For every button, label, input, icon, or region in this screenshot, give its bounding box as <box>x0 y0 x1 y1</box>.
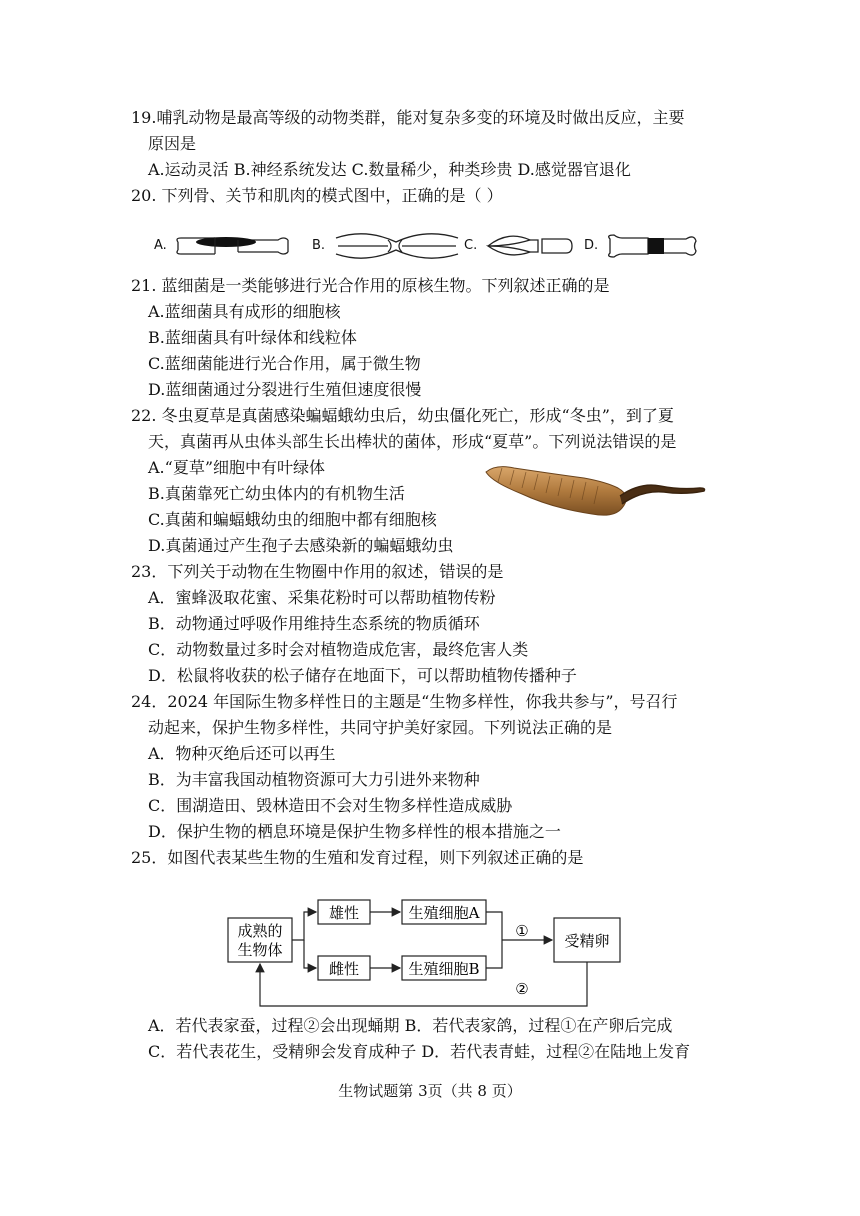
q25-stem: 25．如图代表某些生物的生殖和发育过程，则下列叙述正确的是 <box>131 848 584 867</box>
q19-stem-line1: 19.哺乳动物是最高等级的动物类群，能对复杂多变的环境及时做出反应，主要 <box>131 108 685 127</box>
q19-options: A.运动灵活 B.神经系统发达 C.数量稀少，种类珍贵 D.感觉器官退化 <box>148 160 631 179</box>
q21-option-b: B.蓝细菌具有叶绿体和线粒体 <box>148 328 357 347</box>
q22-stem-line1: 22. 冬虫夏草是真菌感染蝙蝠蛾幼虫后，幼虫僵化死亡，形成“冬虫”，到了夏 <box>131 406 674 425</box>
diagram-cell-b: 生殖细胞B <box>408 960 480 978</box>
diagram-process-2: ② <box>515 980 529 998</box>
q20-stem: 20. 下列骨、关节和肌肉的模式图中，正确的是（ ） <box>131 186 503 205</box>
q23-option-c: C．动物数量过多时会对植物造成危害，最终危害人类 <box>148 640 529 659</box>
q20-figure-row <box>150 226 710 270</box>
q22-option-a: A.“夏草”细胞中有叶绿体 <box>148 458 326 477</box>
q24-option-b: B．为丰富我国动植物资源可大力引进外来物种 <box>148 770 480 789</box>
q25-options-line2: C．若代表花生，受精卵会发育成种子 D．若代表青蛙，过程②在陆地上发育 <box>148 1042 691 1061</box>
diagram-male: 雄性 <box>328 904 360 922</box>
q20-label-a: A. <box>154 238 167 253</box>
diagram-female: 雌性 <box>328 960 360 978</box>
q23-option-b: B．动物通过呼吸作用维持生态系统的物质循环 <box>148 614 480 633</box>
q20-label-b: B. <box>312 238 326 253</box>
q24-option-d: D．保护生物的栖息环境是保护生物多样性的根本措施之一 <box>148 822 561 841</box>
q24-option-a: A．物种灭绝后还可以再生 <box>148 744 336 763</box>
diagram-cell-a: 生殖细胞A <box>408 904 480 922</box>
q21-stem: 21. 蓝细菌是一类能够进行光合作用的原核生物。下列叙述正确的是 <box>131 276 610 295</box>
q21-option-a: A.蓝细菌具有成形的细胞核 <box>148 302 341 321</box>
q22-option-d: D.真菌通过产生孢子去感染新的蝙蝠蛾幼虫 <box>148 536 454 555</box>
q19-stem-line2: 原因是 <box>148 134 197 153</box>
bone-muscle-diagram-a <box>174 226 294 266</box>
q21-option-d: D.蓝细菌通过分裂进行生殖但速度很慢 <box>148 380 422 399</box>
diagram-organism-line1: 成熟的 <box>237 922 283 940</box>
q21-option-c: C.蓝细菌能进行光合作用，属于微生物 <box>148 354 421 373</box>
diagram-organism-line2: 生物体 <box>237 941 283 959</box>
q24-stem-line1: 24．2024 年国际生物多样性日的主题是“生物多样性，你我共参与”，号召行 <box>131 692 678 711</box>
q23-option-d: D．松鼠将收获的松子储存在地面下，可以帮助植物传播种子 <box>148 666 577 685</box>
q24-stem-line2: 动起来，保护生物多样性，共同守护美好家园。下列说法正确的是 <box>148 718 613 737</box>
q24-option-c: C．围湖造田、毁林造田不会对生物多样性造成威胁 <box>148 796 513 815</box>
bone-muscle-diagram-d <box>604 226 704 266</box>
q23-option-a: A．蜜蜂汲取花蜜、采集花粉时可以帮助植物传粉 <box>148 588 496 607</box>
q22-option-c: C.真菌和蝙蝠蛾幼虫的细胞中都有细胞核 <box>148 510 437 529</box>
diagram-fertilized-egg: 受精卵 <box>564 932 610 950</box>
q23-stem: 23．下列关于动物在生物圈中作用的叙述，错误的是 <box>131 562 504 581</box>
q22-option-b: B.真菌靠死亡幼虫体内的有机物生活 <box>148 484 405 503</box>
cordyceps-image <box>482 460 708 526</box>
reproduction-flow-diagram <box>220 890 640 1014</box>
q22-stem-line2: 天，真菌再从虫体头部生长出棒状的菌体，形成“夏草”。下列说法错误的是 <box>148 432 677 451</box>
q20-label-d: D. <box>584 238 599 253</box>
bone-muscle-diagram-c <box>484 226 574 266</box>
q20-label-c: C. <box>464 238 478 253</box>
page-footer: 生物试题第 3页（共 8 页） <box>338 1082 522 1100</box>
q25-options-line1: A．若代表家蚕，过程②会出现蛹期 B．若代表家鸽，过程①在产卵后完成 <box>148 1016 673 1035</box>
diagram-process-1: ① <box>515 922 529 940</box>
bone-muscle-diagram-b <box>332 226 462 266</box>
